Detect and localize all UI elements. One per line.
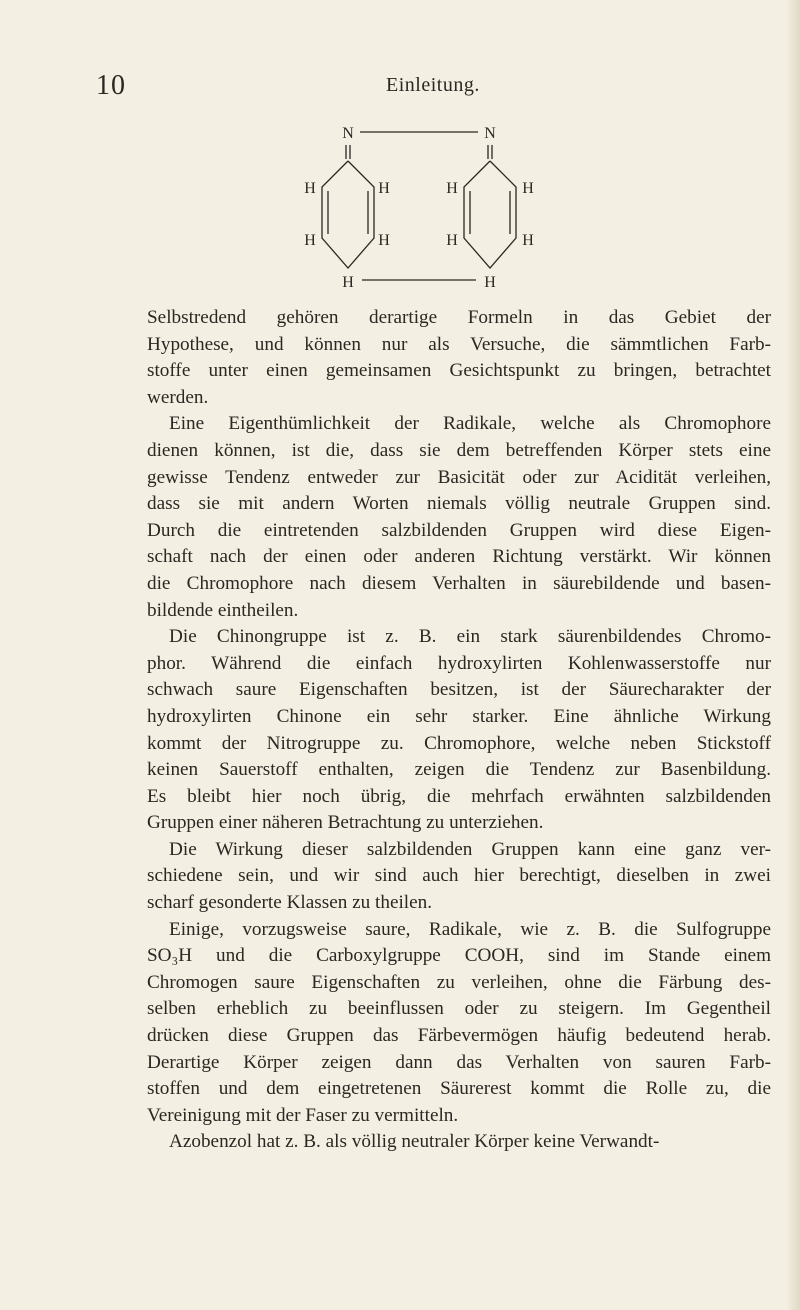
text-line: scharf gesonderte Klassen zu theilen. [147,892,433,914]
left-benzene-ring [322,161,374,268]
formula-h: H [446,180,458,197]
body-text [147,305,771,1156]
paragraph [147,837,771,917]
text-line: drücken diese Gruppen das Färbevermögen häufig bedeutend herab. [147,1025,771,1047]
text-line: keinen Sauerstoff enthalten, zeigen die Tendenz zur Basenbildung. [147,759,771,781]
text-line: Vereinigung mit der Faser zu vermitteln. [147,1104,459,1126]
azobenzene-formula [290,115,560,305]
text-line: schaft nach der einen oder anderen Richtung verstärkt. Wir können [147,546,771,568]
formula-h: H [304,232,316,249]
text-line: Eine Eigenthümlichkeit der Radikale, welche als Chromophore [169,413,771,435]
formula-h: H [522,180,534,197]
formula-h: H [522,232,534,249]
text-line: dienen können, ist die, dass sie dem betreffenden Körper stets eine [147,439,771,461]
text-line: Hypothese, und können nur als Versuche, die sämmtlichen Farb- [147,333,771,355]
formula-n-left: N [342,125,354,142]
text-line: Selbstredend gehören derartige Formeln in das Gebiet der [147,307,771,328]
text-line: Die Chinongruppe ist z. B. ein stark säurenbildendes Chromo- [169,626,771,648]
formula-h: H [342,274,354,291]
text-line: selben erheblich zu beeinflussen oder zu steigern. Im Gegentheil [147,998,771,1020]
formula-h: H [304,180,316,197]
text-line: phor. Während die einfach hydroxylirten Kohlenwasserstoffe nur [147,652,771,674]
text-line: dass sie mit andern Worten niemals völlig neutrale Gruppen sind. [147,493,771,515]
text-line: kommt der Nitrogruppe zu. Chromophore, welche neben Stickstoff [147,732,771,754]
formula-n-right: N [484,125,496,142]
formula-h: H [378,180,390,197]
text-line: Durch die eintretenden salzbildenden Gruppen wird diese Eigen- [147,519,771,541]
text-line: gewisse Tendenz entweder zur Basicität oder zur Acidität verleihen, [147,466,771,488]
text-line: Einige, vorzugsweise saure, Radikale, wie z. B. die Sulfogruppe [169,918,771,940]
text-line: werden. [147,386,209,408]
text-line: Die Wirkung dieser salzbildenden Gruppen kann eine ganz ver- [169,838,771,860]
formula-h: H [484,274,496,291]
text-line: schiedene sein, und wir sind auch hier berechtigt, dieselben in zwei [147,865,771,887]
text-line: Azobenzol hat z. B. als völlig neutraler Körper keine Verwandt- [169,1131,660,1153]
text-line: die Chromophore nach diesem Verhalten in säurebildende und basen- [147,572,771,594]
right-benzene-ring [464,161,516,268]
page-header [96,70,704,104]
text-line: schwach saure Eigenschaften besitzen, ist der Säurecharakter der [147,679,771,701]
paragraph [147,305,771,411]
text-line: Derartige Körper zeigen dann das Verhalten von sauren Farb- [147,1051,771,1073]
running-title: Einleitung. [386,74,480,96]
paragraph [147,411,771,624]
text-line: stoffen und dem eingetretenen Säurerest kommt die Rolle zu, die [147,1078,771,1100]
text-line: bildende eintheilen. [147,599,299,621]
page-number: 10 [96,70,126,101]
paragraph [147,1129,771,1156]
page-edge-shadow [786,0,800,1310]
text-line: SO₃H und die Carboxylgruppe COOH, sind im Stande einem [147,945,771,967]
formula-h: H [446,232,458,249]
paragraph [147,917,771,1130]
text-line: Chromogen saure Eigenschaften zu verleihen, ohne die Färbung des- [147,971,771,993]
paragraph [147,624,771,837]
text-line: hydroxylirten Chinone ein sehr starker. Eine ähnliche Wirkung [147,705,771,727]
text-line: stoffe unter einen gemeinsamen Gesichtspunkt zu bringen, betrachtet [147,360,771,382]
formula-diagram [290,115,560,305]
text-line: Gruppen einer näheren Betrachtung zu unterziehen. [147,812,544,834]
formula-h: H [378,232,390,249]
text-line: Es bleibt hier noch übrig, die mehrfach erwähnten salzbildenden [147,785,771,807]
